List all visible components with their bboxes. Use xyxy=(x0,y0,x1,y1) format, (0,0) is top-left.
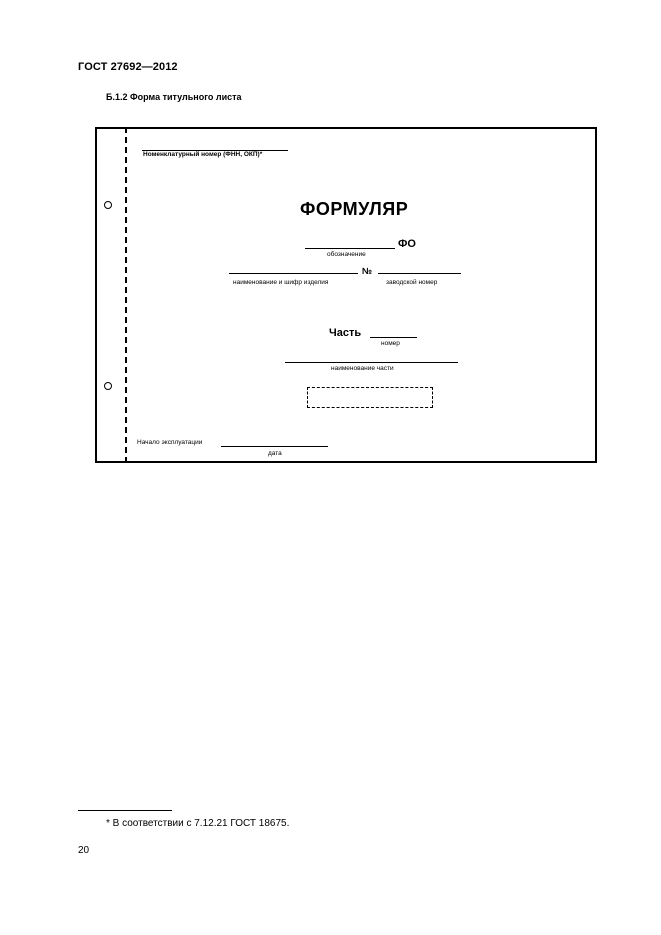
document-title: ФОРМУЛЯР xyxy=(300,199,409,219)
date-caption: дата xyxy=(268,450,282,457)
dashed-field-box xyxy=(307,387,433,408)
punch-hole-icon xyxy=(104,382,112,390)
part-label: Часть xyxy=(329,327,362,339)
punch-hole-icon xyxy=(104,201,112,209)
standard-code: ГОСТ 27692—2012 xyxy=(78,61,178,73)
page-number: 20 xyxy=(78,845,90,856)
fo-suffix: ФО xyxy=(398,238,416,250)
serial-number-caption: заводской номер xyxy=(386,279,438,286)
product-name-caption: наименование и шифр изделия xyxy=(233,279,329,286)
part-name-line xyxy=(285,362,458,363)
binding-margin-line xyxy=(125,127,127,463)
footnote-text: * В соответствии с 7.12.21 ГОСТ 18675. xyxy=(106,818,290,829)
operation-start-label: Начало эксплуатации xyxy=(137,439,203,446)
number-sign: № xyxy=(362,266,373,276)
operation-start-line xyxy=(221,446,328,447)
nomenclature-label: Номенклатурный номер (ФНН, ОКП)* xyxy=(143,151,263,158)
title-page-form-frame xyxy=(95,127,597,463)
section-title: Б.1.2 Форма титульного листа xyxy=(106,92,242,102)
part-name-caption: наименование части xyxy=(331,365,394,372)
product-name-line xyxy=(229,273,358,274)
part-number-caption: номер xyxy=(381,340,400,347)
designation-caption: обозначение xyxy=(327,251,366,258)
serial-number-line xyxy=(378,273,461,274)
part-number-line xyxy=(370,337,417,338)
designation-line xyxy=(305,248,395,249)
footnote-rule xyxy=(78,810,172,811)
